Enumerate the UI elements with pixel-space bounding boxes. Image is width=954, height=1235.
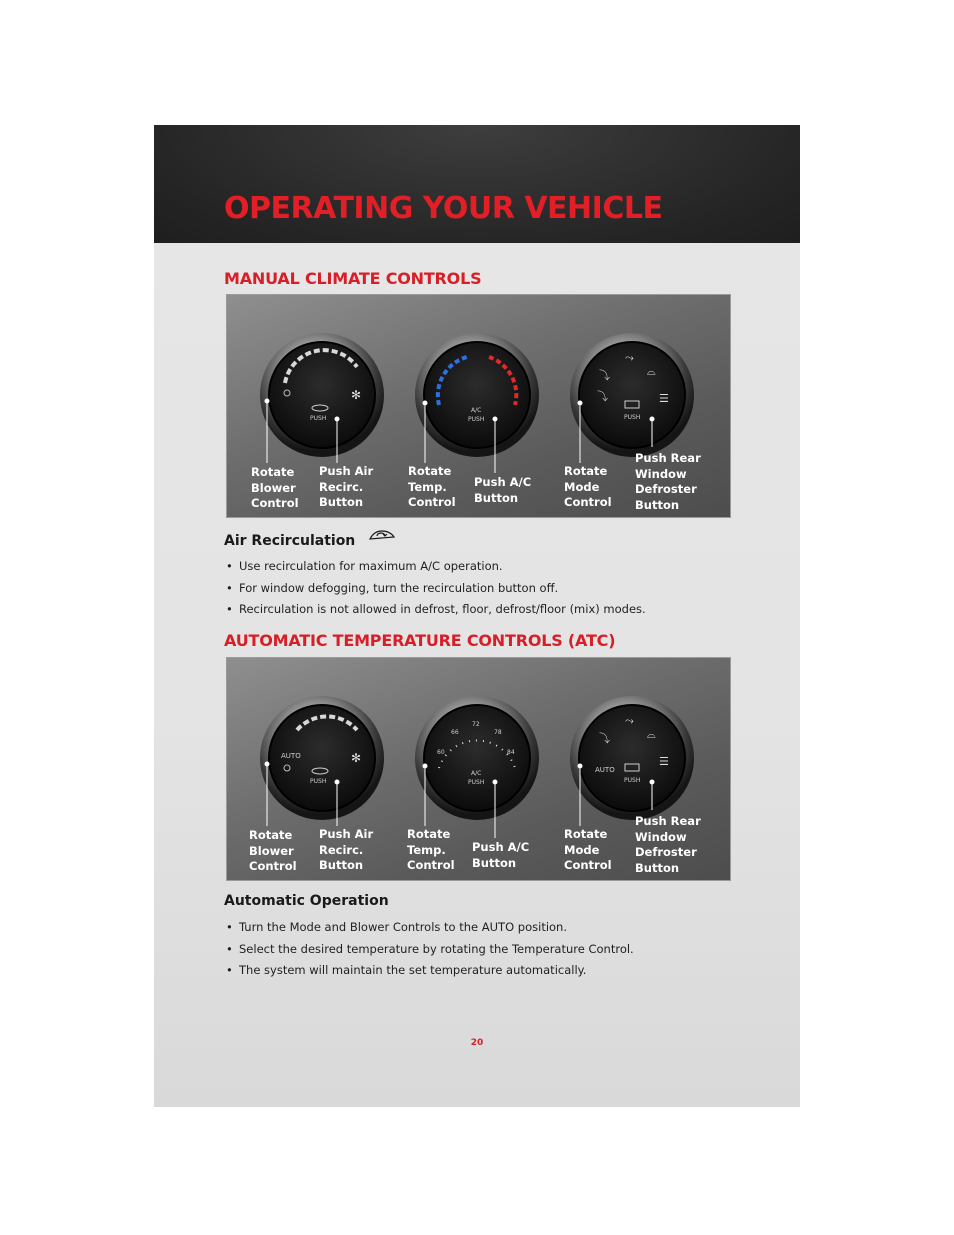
callout-rear-defroster: Push Rear Window Defroster Button [635,814,701,875]
temp-78-label: 78 [494,729,502,736]
manual-section-title: MANUAL CLIMATE CONTROLS [224,269,482,288]
temp-84-label: 84 [507,749,515,756]
callout-push-ac: Push A/C Button [472,840,530,870]
defrost-mode-icon: ⌓ [647,365,656,378]
atc-section-title: AUTOMATIC TEMPERATURE CONTROLS (ATC) [224,631,616,650]
callout-rotate-temp: Rotate Temp. Control [407,827,455,872]
callout-rotate-temp: Rotate Temp. Control [408,464,456,509]
automatic-operation-bullets [224,920,744,985]
mix-mode-icon: ⤵ [597,390,608,403]
face-mode-icon: ⤳ [625,714,634,727]
header-banner [154,125,800,243]
atc-mode-knob[interactable] [570,696,694,820]
fan-icon: ✻ [351,388,362,402]
list-item: • Select the desired temperature by rotating the Temperature Control. [224,942,744,964]
air-recirculation-title: Air Recirculation [224,531,388,549]
list-item: • Turn the Mode and Blower Controls to the AUTO position. [224,920,744,942]
list-item: • The system will maintain the set temperature automatically. [224,963,744,985]
callout-rotate-blower: Rotate Blower Control [249,828,297,873]
callout-push-recirc: Push Air Recirc. Button [319,464,374,509]
atc-temperature-knob[interactable] [415,696,539,820]
callout-rotate-mode: Rotate Mode Control [564,464,612,509]
face-mode-icon: ⤳ [625,351,634,364]
callout-push-recirc: Push Air Recirc. Button [319,827,374,872]
push-label: PUSH [310,415,327,422]
temp-60-label: 60 [437,749,445,756]
floor-mode-icon: ⤵ [599,732,610,745]
recirculation-icon [368,529,396,543]
ac-label: A/C [471,770,482,777]
list-item: • Recirculation is not allowed in defrost, floor, defrost/floor (mix) modes. [224,602,744,624]
automatic-operation-title: Automatic Operation [224,893,389,909]
mode-knob[interactable] [570,333,694,457]
fan-icon: ✻ [351,751,362,765]
list-item: • For window defogging, turn the recirculation button off. [224,581,744,603]
atc-controls-image [226,657,731,881]
auto-label: AUTO [281,752,301,760]
temperature-knob[interactable] [415,333,539,457]
page [154,125,800,1107]
recirculation-bullets [224,559,744,624]
callout-rear-defroster: Push Rear Window Defroster Button [635,451,701,512]
push-label-mode: PUSH [624,414,641,421]
ac-push-label: PUSH [468,779,485,786]
callout-push-ac: Push A/C Button [474,475,532,505]
atc-blower-knob[interactable] [260,696,384,820]
manual-controls-image [226,294,731,518]
windshield-defrost-icon: ☰ [659,392,669,405]
page-title: OPERATING YOUR VEHICLE [224,191,663,226]
callout-rotate-blower: Rotate Blower Control [251,465,299,510]
floor-mode-icon: ⤵ [599,369,610,382]
callout-rotate-mode: Rotate Mode Control [564,827,612,872]
windshield-defrost-icon: ☰ [659,755,669,768]
list-item: • Use recirculation for maximum A/C operation. [224,559,744,581]
temp-72-label: 72 [472,721,480,728]
defrost-mode-icon: ⌓ [647,728,656,741]
temp-66-label: 66 [451,729,459,736]
ac-push-label: PUSH [468,416,485,423]
page-number: 20 [470,1038,484,1048]
auto-mode-label: AUTO [595,766,615,774]
blower-knob[interactable] [260,333,384,457]
ac-label: A/C [471,407,482,414]
push-label-mode: PUSH [624,777,641,784]
push-label: PUSH [310,778,327,785]
